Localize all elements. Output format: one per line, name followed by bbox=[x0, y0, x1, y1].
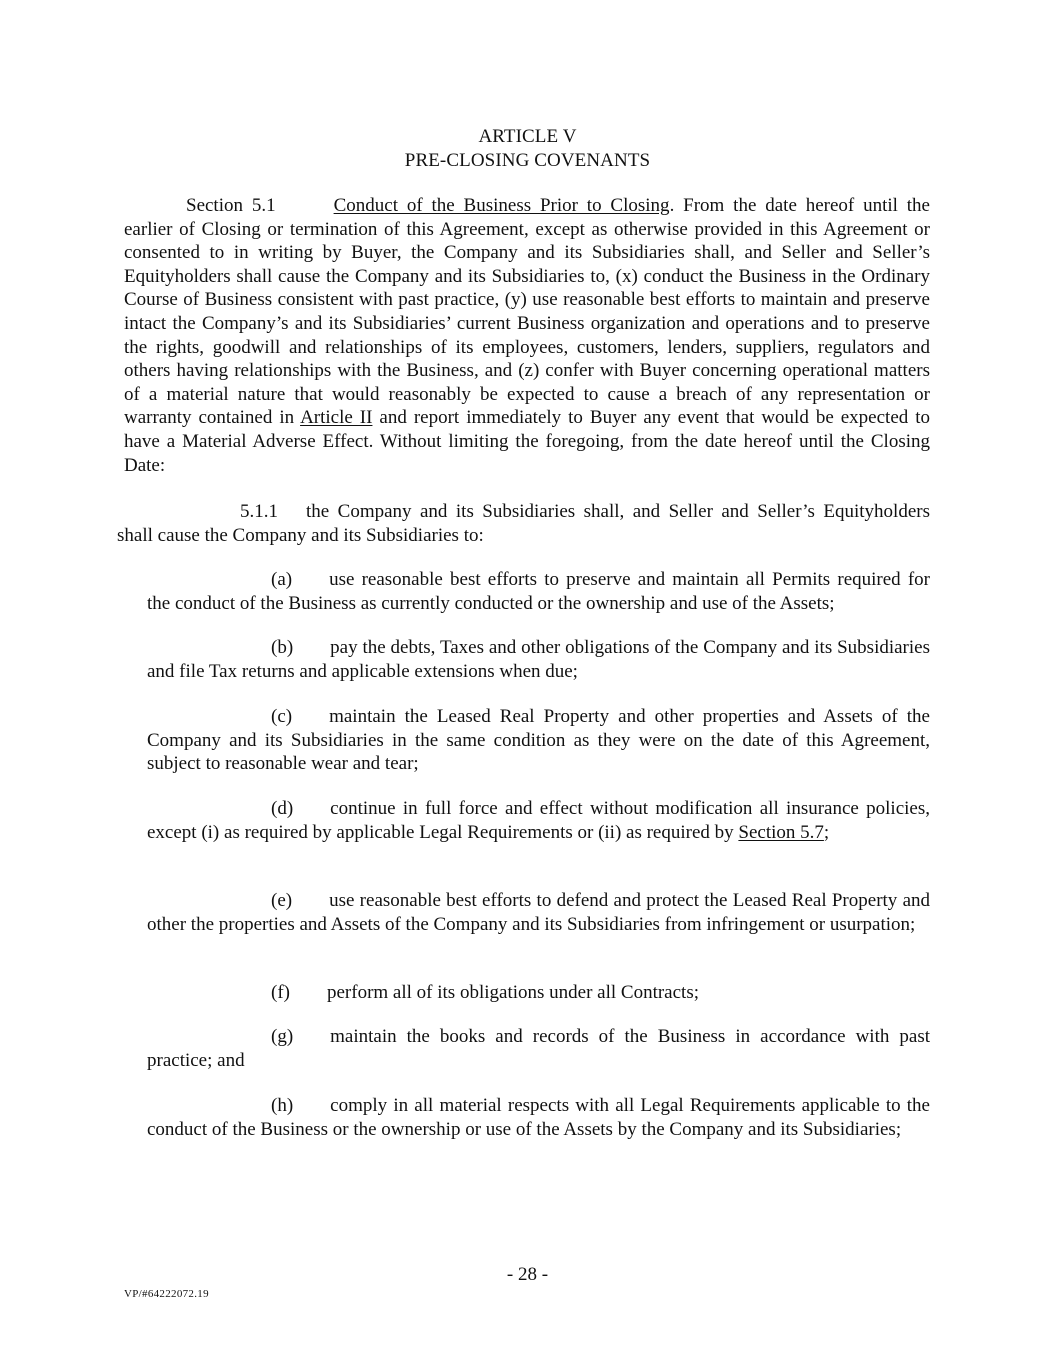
item-label: (e) bbox=[271, 890, 293, 911]
section-heading: Conduct of the Business Prior to Closing bbox=[333, 195, 670, 216]
document-id: VP/#64222072.19 bbox=[124, 1288, 209, 1300]
item-text: maintain the books and records of the Business in accordance with past practice; and bbox=[147, 1026, 930, 1071]
item-label: (f) bbox=[271, 982, 290, 1003]
item-label: (c) bbox=[271, 706, 293, 727]
item-label: (a) bbox=[271, 569, 293, 590]
item-text: use reasonable best efforts to preserve and maintain all Permits required for the conduct of the Business as currently conducted or the ownership and use of the Assets; bbox=[147, 569, 930, 614]
subsection-number: 5.1.1 bbox=[240, 501, 278, 522]
list-item-c bbox=[147, 705, 930, 776]
item-text: continue in full force and effect without modification all insurance policies, except (i) as required by applicable Legal Requirements or (ii) as required by bbox=[147, 798, 930, 843]
item-text: perform all of its obligations under all Contracts; bbox=[326, 982, 699, 1003]
item-text: comply in all material respects with all Legal Requirements applicable to the conduct of the Business or the ownership or use of the Assets by the Company and its Subsidiaries; bbox=[147, 1095, 930, 1140]
section-5-1-paragraph bbox=[124, 194, 930, 477]
section-number: Section 5.1 bbox=[186, 195, 276, 216]
item-text-after: ; bbox=[823, 821, 830, 843]
article-title: ARTICLE V bbox=[478, 126, 577, 147]
section-5-7-reference[interactable]: Section 5.7 bbox=[738, 821, 824, 843]
subsection-text: the Company and its Subsidiaries shall, and Seller and Seller’s Equityholders shall cause the Company and its Subsidiaries to: bbox=[117, 501, 930, 546]
item-label: (h) bbox=[271, 1095, 294, 1116]
list-item-h bbox=[147, 1094, 930, 1141]
list-item-e bbox=[147, 889, 930, 936]
section-text-after-ref: and report immediately to Buyer any event that would be expected to have a Material Adverse Effect. Without limiting the foregoing, from the date hereof until the Closing Date: bbox=[124, 407, 931, 476]
list-item-b bbox=[147, 636, 930, 683]
subsection-5-1-1-paragraph bbox=[117, 500, 930, 547]
list-item-g bbox=[147, 1025, 930, 1072]
item-label: (d) bbox=[271, 798, 294, 819]
list-item-a bbox=[147, 568, 930, 615]
item-label: (b) bbox=[271, 637, 294, 658]
article-ii-reference[interactable]: Article II bbox=[300, 407, 373, 429]
page-number: - 28 - bbox=[506, 1264, 549, 1285]
item-text: pay the debts, Taxes and other obligations of the Company and its Subsidiaries and file Tax returns and applicable extensions when due; bbox=[147, 637, 930, 682]
item-text: use reasonable best efforts to defend and protect the Leased Real Property and other the properties and Assets of the Company and its Subsidiaries from infringement or usurpation; bbox=[147, 890, 930, 935]
item-label: (g) bbox=[271, 1026, 294, 1047]
list-item-d bbox=[147, 797, 930, 844]
section-text-before-ref: . From the date hereof until the earlier of Closing or termination of this Agreement, except as otherwise provided in this Agreement or consented to in writing by Buyer, the Company and its Subsidiaries shall, and Seller and Seller’s Equityholders shall cause the Company and its Subsidiaries to, (x) conduct the Business in the Ordinary Course of Business consistent with past practice, (y) use reasonable best efforts to maintain and preserve intact the Company’s and its Subsidiaries’ current Business organization and operations and to preserve the rights, goodwill and relationships of its employees, customers, lenders, suppliers, regulators and others having relationships with the Business, and (z) confer with Buyer concerning operational matters of a material nature that would reasonably be expected to cause a breach of any representation or warranty contained in bbox=[124, 195, 930, 429]
list-item-f bbox=[147, 981, 930, 1005]
item-text: maintain the Leased Real Property and other properties and Assets of the Company and its Subsidiaries in the same condition as they were on the date of this Agreement, subject to reasonable wear and tear; bbox=[147, 706, 930, 775]
article-subtitle: PRE-CLOSING COVENANTS bbox=[404, 150, 651, 171]
